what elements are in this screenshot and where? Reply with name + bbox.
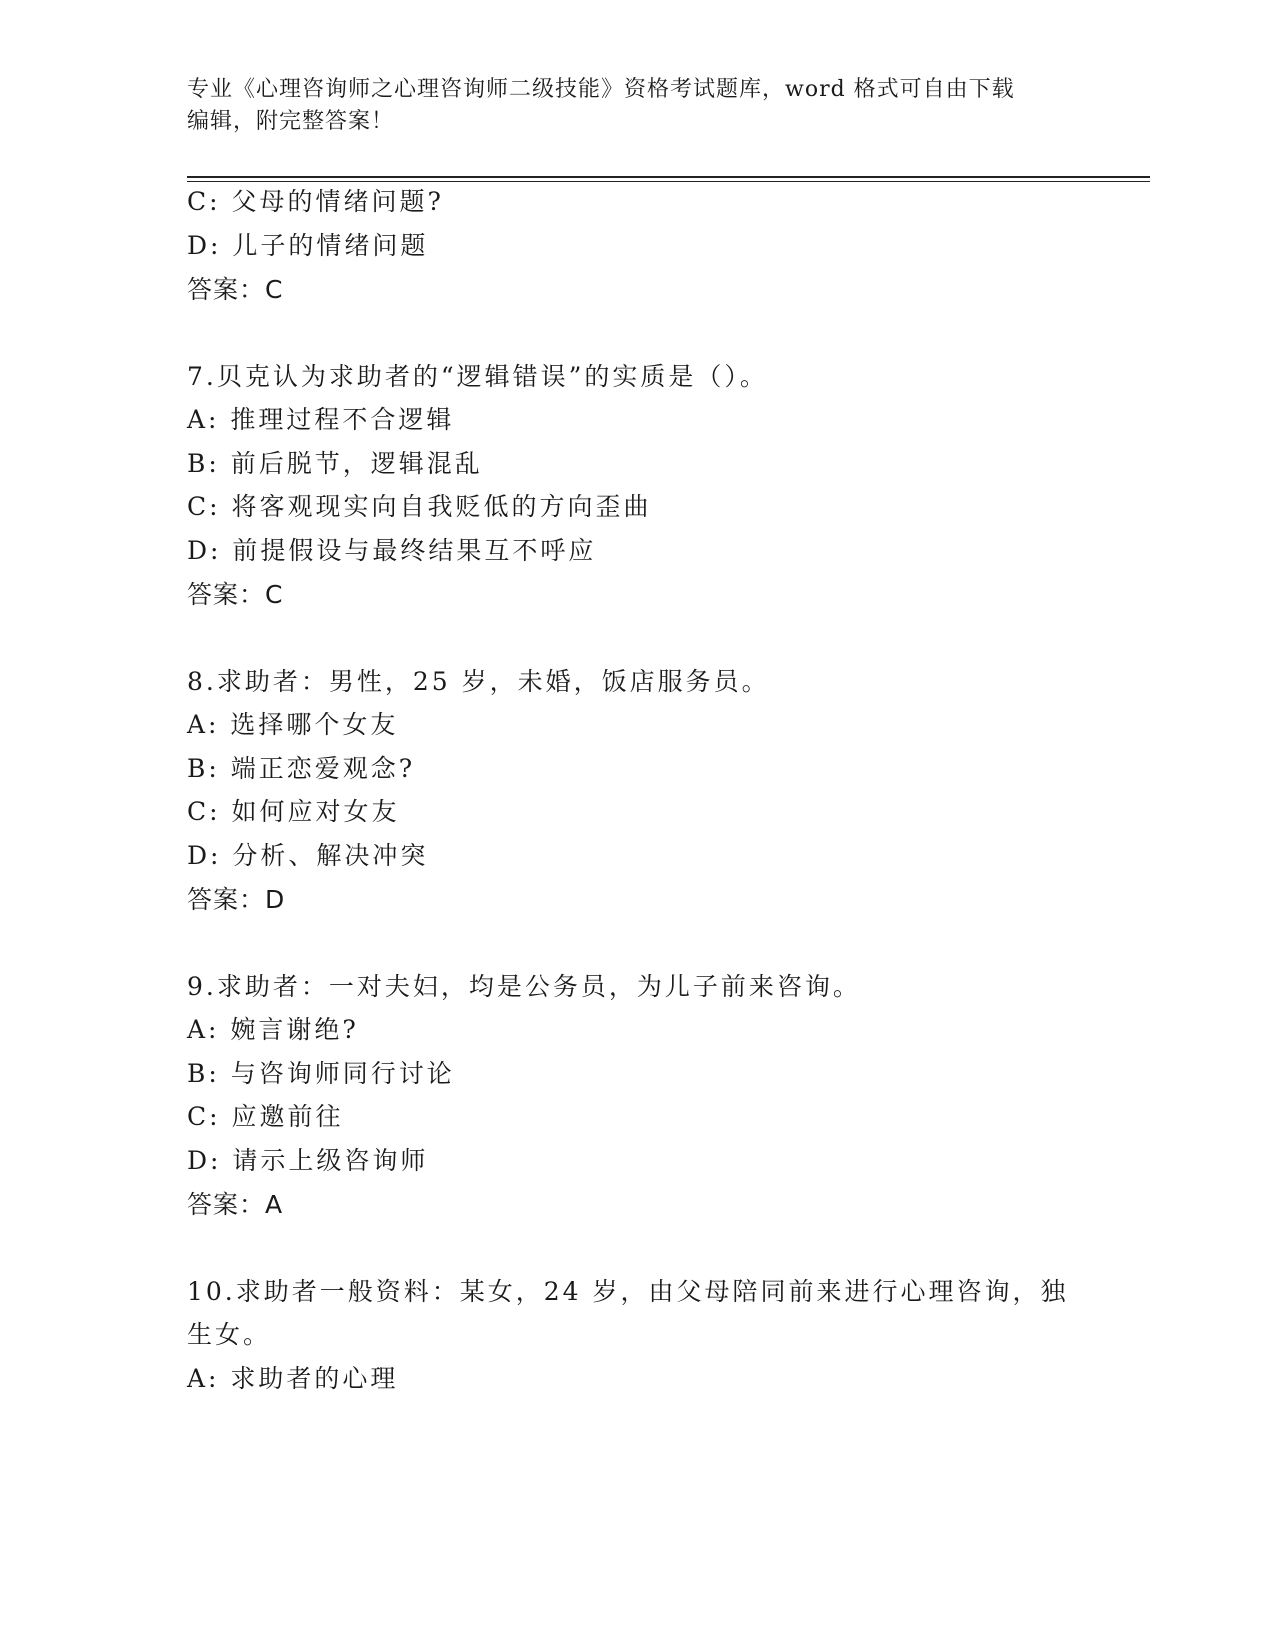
question-stem: 8.求助者：男性，25 岁，未婚，饭店服务员。 — [187, 667, 770, 696]
option-b: B: 与咨询师同行讨论 — [187, 1059, 455, 1088]
answer-line: 答案：C — [187, 275, 284, 304]
question-stem-line-2: 生女。 — [187, 1320, 272, 1349]
header-divider-thin — [187, 181, 1150, 182]
option-b: B: 前后脱节，逻辑混乱 — [187, 449, 483, 478]
option-b: B: 端正恋爱观念? — [187, 754, 416, 783]
option-d: D: 儿子的情绪问题 — [187, 231, 429, 260]
answer-line: 答案：A — [187, 1190, 284, 1219]
document-header — [187, 74, 1087, 138]
option-a: A: 婉言谢绝? — [187, 1015, 359, 1044]
header-line-2: 编辑，附完整答案！ — [187, 109, 395, 134]
header-line-1: 专业《心理咨询师之心理咨询师二级技能》资格考试题库，word 格式可自由下载 — [187, 77, 1015, 102]
option-d: D: 分析、解决冲突 — [187, 841, 429, 870]
option-c: C: 应邀前往 — [187, 1102, 344, 1131]
question-stem-line-1: 10.求助者一般资料：某女，24 岁，由父母陪同前来进行心理咨询，独 — [187, 1277, 1069, 1306]
answer-line: 答案：C — [187, 580, 284, 609]
header-divider-thick — [187, 176, 1150, 178]
option-c: C: 将客观现实向自我贬低的方向歪曲 — [187, 492, 652, 521]
option-c: C: 父母的情绪问题? — [187, 187, 444, 216]
option-c: C: 如何应对女友 — [187, 797, 400, 826]
question-stem: 9.求助者：一对夫妇，均是公务员，为儿子前来咨询。 — [187, 972, 861, 1001]
option-a: A: 推理过程不合逻辑 — [187, 405, 455, 434]
option-a: A: 选择哪个女友 — [187, 710, 399, 739]
answer-line: 答案：D — [187, 885, 286, 914]
option-a: A: 求助者的心理 — [187, 1364, 399, 1393]
option-d: D: 请示上级咨询师 — [187, 1146, 429, 1175]
option-d: D: 前提假设与最终结果互不呼应 — [187, 536, 597, 565]
question-stem: 7.贝克认为求助者的“逻辑错误”的实质是（）。 — [187, 362, 768, 391]
